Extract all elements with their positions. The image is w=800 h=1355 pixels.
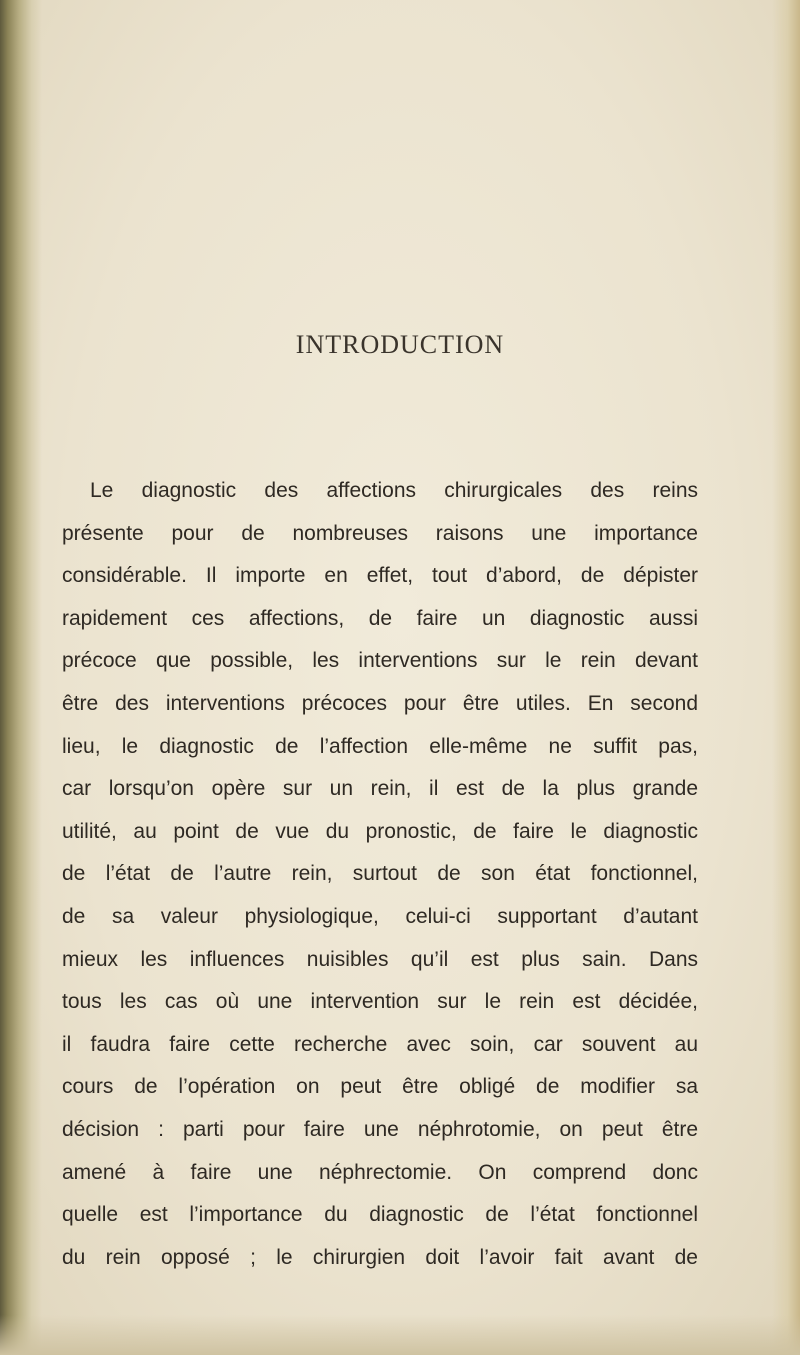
text-line: rapidement ces affections, de faire un diagnostic aussi <box>62 606 698 630</box>
text-line: il faudra faire cette recherche avec soin, car souvent au <box>62 1032 698 1056</box>
bottom-edge-shadow <box>0 1315 800 1355</box>
page-edge-stain <box>772 0 800 1355</box>
text-line: du rein opposé ; le chirurgien doit l’avoir fait avant de <box>62 1245 698 1269</box>
text-line: précoce que possible, les interventions sur le rein devant <box>62 649 698 673</box>
text-line: cours de l’opération on peut être obligé de modifier sa <box>62 1075 698 1099</box>
text-line: utilité, au point de vue du pronostic, de faire le diagnostic <box>62 819 698 843</box>
text-line: être des interventions précoces pour être utiles. En second <box>62 691 698 715</box>
binding-shadow <box>0 0 42 1355</box>
introduction-paragraph <box>62 470 698 1279</box>
text-line: de l’état de l’autre rein, surtout de son état fonctionnel, <box>62 862 698 886</box>
text-line: considérable. Il importe en effet, tout d’abord, de dépister <box>62 564 698 588</box>
text-line: présente pour de nombreuses raisons une importance <box>62 521 698 545</box>
text-line: amené à faire une néphrectomie. On comprend donc <box>62 1160 698 1184</box>
text-line: car lorsqu’on opère sur un rein, il est de la plus grande <box>62 777 698 801</box>
text-line: de sa valeur physiologique, celui-ci supportant d’autant <box>62 904 698 928</box>
text-line: décision : parti pour faire une néphrotomie, on peut être <box>62 1117 698 1141</box>
text-line: quelle est l’importance du diagnostic de l’état fonctionnel <box>62 1203 698 1227</box>
text-line: lieu, le diagnostic de l’affection elle-même ne suffit pas, <box>62 734 698 758</box>
text-line: tous les cas où une intervention sur le rein est décidée, <box>62 990 698 1014</box>
text-line: mieux les influences nuisibles qu’il est plus sain. Dans <box>62 947 698 971</box>
text-line: Le diagnostic des affections chirurgicales des reins <box>90 479 698 502</box>
chapter-heading: INTRODUCTION <box>295 330 505 359</box>
